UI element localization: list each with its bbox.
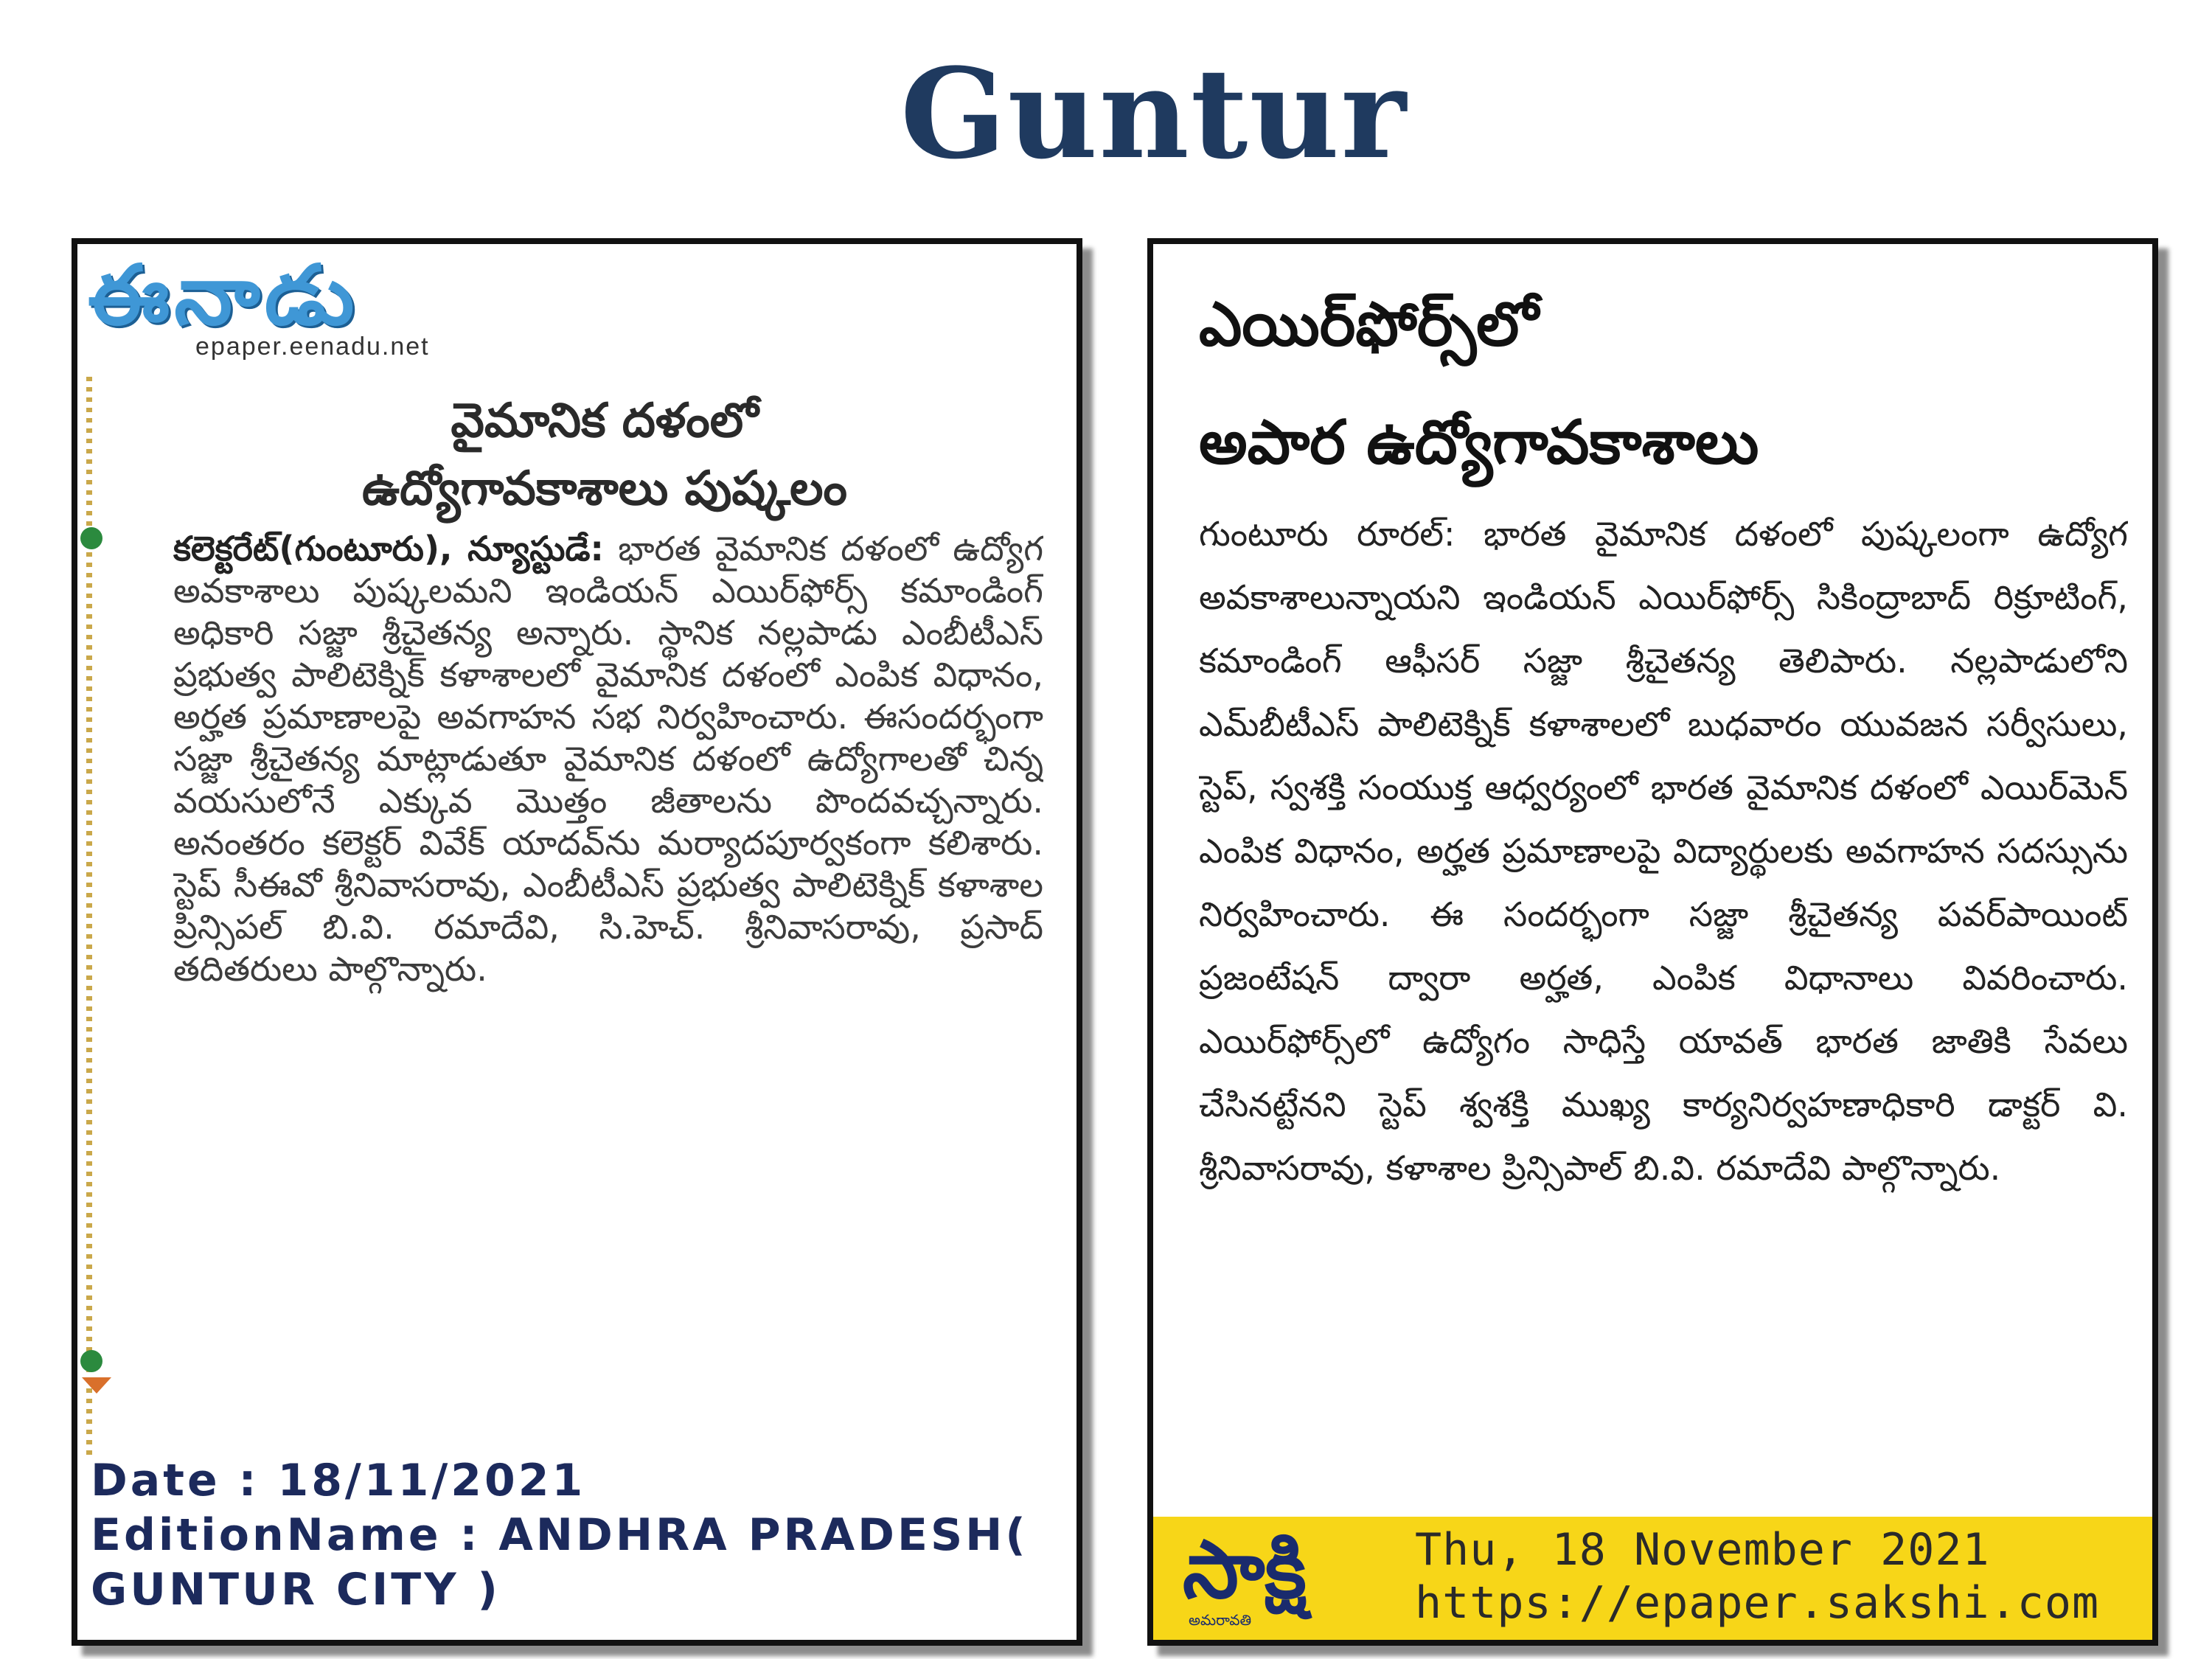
- sakshi-logo-subtitle: అమరావతి: [1189, 1611, 1252, 1629]
- eenadu-url: epaper.eenadu.net: [195, 333, 430, 361]
- page-title: Guntur: [900, 41, 1408, 187]
- sakshi-headline-line1: ఎయిర్‌ఫోర్స్‌లో: [1199, 290, 1539, 360]
- eenadu-clipping: [72, 238, 1082, 1646]
- eenadu-article-body: [173, 528, 1043, 1420]
- sakshi-url: https://epaper.sakshi.com: [1415, 1577, 2100, 1629]
- eenadu-edition: EditionName : ANDHRA PRADESH( GUNTUR CITY ): [91, 1509, 1029, 1615]
- sakshi-headline-line2: అపార ఉద్యోగావకాశాలు: [1199, 408, 1759, 478]
- sakshi-footer: [1153, 1517, 2152, 1640]
- sakshi-logo: సాక్షి: [1183, 1524, 1307, 1616]
- arrow-marker-icon: [82, 1377, 111, 1394]
- eenadu-logo: ఈనాడు: [88, 248, 359, 344]
- bullet-dot-icon: [80, 1350, 102, 1372]
- bullet-dot-icon: [80, 527, 102, 549]
- sakshi-headline: [1199, 266, 2128, 502]
- sakshi-clipping: [1147, 238, 2158, 1646]
- eenadu-headline-line2: ఉద్యోగావకాశాలు పుష్కలం: [362, 462, 847, 516]
- clipping-metadata: [91, 1453, 1064, 1617]
- eenadu-dateline: కలెక్టరేట్(గుంటూరు), న్యూస్టుడే:: [173, 529, 604, 568]
- sakshi-article-body: గుంటూరు రూరల్: భారత వైమానిక దళంలో పుష్కలంగా ఉద్యోగ అవకాశాలున్నాయని ఇండియన్ ఎయిర్‌ఫోర్స్ సికింద్రాబాద్ రిక్రూటింగ్, కమాండింగ్ ఆఫీసర్ సజ్జా శ్రీచైతన్య తెలిపారు. నల్లపాడులోని ఎమ్‌బీటీఎస్ పాలిటెక్నిక్ కళాశాలలో బుధవారం యువజన సర్వీసులు, స్టెప్, స్వశక్తి సంయుక్త ఆధ్వర్యంలో భారత వైమానిక దళంలో ఎయిర్‌మెన్ ఎంపిక విధానం, అర్హత ప్రమాణాలపై విద్యార్థులకు అవగాహన సదస్సును నిర్వహించారు. ఈ సందర్భంగా సజ్జా శ్రీచైతన్య పవర్‌పాయింట్ ప్రజంటేషన్ ద్వారా అర్హత, ఎంపిక విధానాలు వివరించారు. ఎయిర్‌ఫోర్స్‌లో ఉద్యోగం సాధిస్తే యావత్ భారత జాతికి సేవలు చేసినట్టేనని స్టెప్ శ్వశక్తి ముఖ్య కార్యనిర్వహణాధికారి డాక్టర్ వి. శ్రీనివాసరావు, కళాశాల ప్రిన్సిపాల్ బి.వి. రమాదేవి పాల్గొన్నారు.: [1199, 514, 2128, 1188]
- eenadu-date: Date : 18/11/2021: [91, 1455, 586, 1506]
- eenadu-headline-line1: వైమానిక దళంలో: [451, 394, 759, 448]
- sakshi-date: Thu, 18 November 2021: [1415, 1524, 1990, 1576]
- eenadu-body-text: భారత వైమానిక దళంలో ఉద్యోగ అవకాశాలు పుష్కలమని ఇండియన్ ఎయిర్‌ఫోర్స్ కమాండింగ్ అధికారి సజ్జా శ్రీచైతన్య అన్నారు. స్థానిక నల్లపాడు ఎంబీటీఎస్ ప్రభుత్వ పాలిటెక్నిక్ కళాశాలలో వైమానిక దళంలో ఎంపిక విధానం, అర్హత ప్రమాణాలపై అవగాహన సభ నిర్వహించారు. ఈసందర్భంగా సజ్జా శ్రీచైతన్య మాట్లాడుతూ వైమానిక దళంలో ఉద్యోగాలతో చిన్న వయసులోనే ఎక్కువ మొత్తం జీతాలను పొందవచ్చన్నారు. అనంతరం కలెక్టర్ వివేక్ యాదవ్‌ను మర్యాదపూర్వకంగా కలిశారు. స్టెప్ సీఈవో శ్రీనివాసరావు, ఎంబీటీఎస్ ప్రభుత్వ పాలిటెక్నిక్ కళాశాల ప్రిన్సిపల్ బి.వి. రమాదేవి, సి.హెచ్. శ్రీనివాసరావు, ప్రసాద్ తదితరులు పాల్గొన్నారు.: [173, 529, 1043, 989]
